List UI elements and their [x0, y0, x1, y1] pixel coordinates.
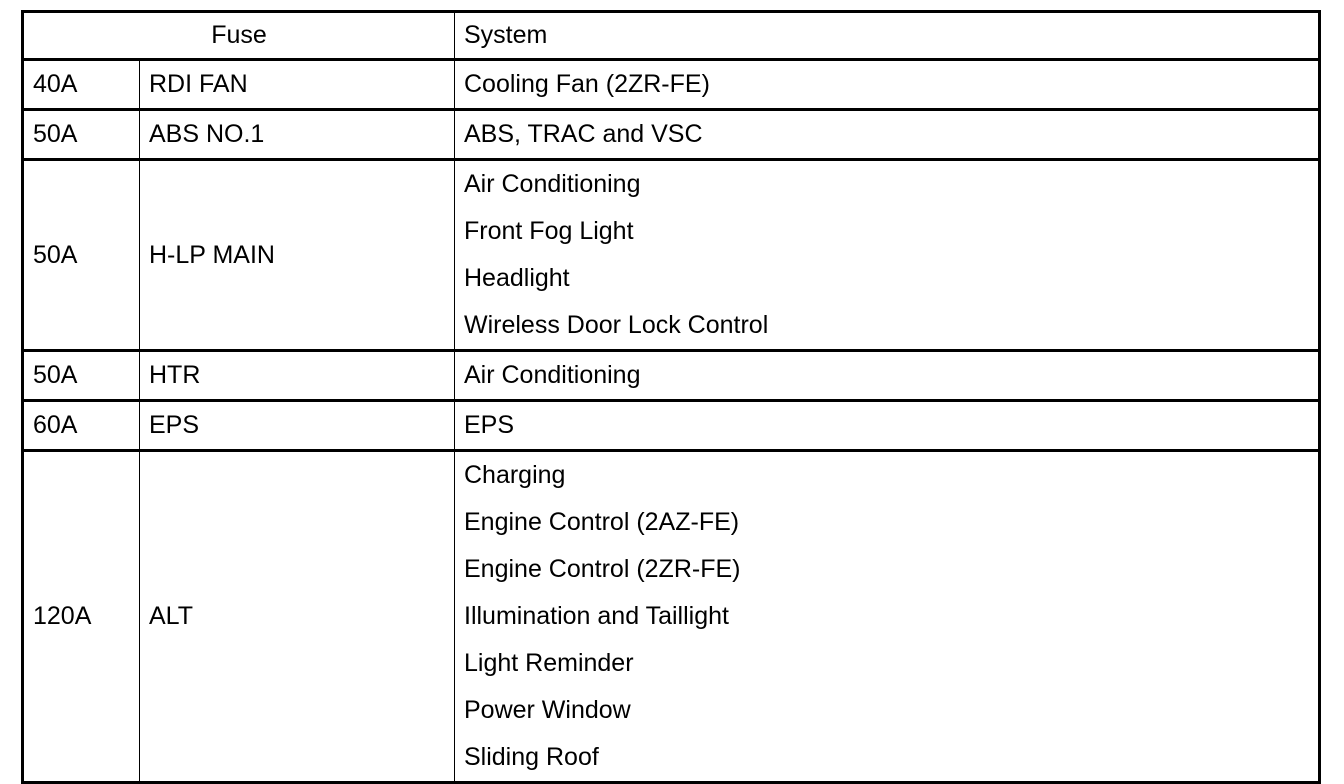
fuse-amperage-cell: 50A	[23, 351, 140, 401]
system-item: Wireless Door Lock Control	[464, 311, 769, 339]
fuse-amperage-cell: 50A	[23, 160, 140, 351]
table-row	[23, 351, 1320, 401]
table-body	[23, 60, 1320, 783]
system-item: Engine Control (2AZ-FE)	[464, 508, 740, 536]
header-row	[23, 12, 1320, 60]
fuse-amperage-cell: 120A	[23, 451, 140, 783]
fuse-name-cell: ALT	[140, 451, 455, 783]
system-cell	[455, 160, 1320, 351]
system-item: Air Conditioning	[464, 361, 641, 389]
system-item: Front Fog Light	[464, 217, 634, 245]
system-cell	[455, 401, 1320, 451]
system-item: Air Conditioning	[464, 170, 641, 198]
table-row	[23, 160, 1320, 351]
table-header	[23, 12, 1320, 60]
table-row	[23, 110, 1320, 160]
fuse-name-cell: ABS NO.1	[140, 110, 455, 160]
fuse-column-header: Fuse	[23, 12, 455, 60]
fuse-amperage-cell: 60A	[23, 401, 140, 451]
system-item: Light Reminder	[464, 649, 634, 677]
fuse-table	[21, 10, 1321, 784]
system-item: EPS	[464, 411, 515, 439]
system-item: ABS, TRAC and VSC	[464, 120, 703, 148]
system-cell	[455, 110, 1320, 160]
fuse-name-cell: H-LP MAIN	[140, 160, 455, 351]
fuse-amperage-cell: 50A	[23, 110, 140, 160]
system-column-header: System	[455, 12, 1320, 60]
table-row	[23, 451, 1320, 783]
fuse-name-cell: RDI FAN	[140, 60, 455, 110]
system-item: Cooling Fan (2ZR-FE)	[464, 70, 710, 98]
system-item: Power Window	[464, 696, 631, 724]
table-row	[23, 401, 1320, 451]
system-item: Sliding Roof	[464, 743, 599, 771]
system-cell	[455, 451, 1320, 783]
fuse-amperage-cell: 40A	[23, 60, 140, 110]
fuse-name-cell: HTR	[140, 351, 455, 401]
system-cell	[455, 351, 1320, 401]
system-cell	[455, 60, 1320, 110]
system-item: Illumination and Taillight	[464, 602, 729, 630]
system-item: Charging	[464, 461, 566, 489]
system-item: Engine Control (2ZR-FE)	[464, 555, 741, 583]
fuse-name-cell: EPS	[140, 401, 455, 451]
system-item: Headlight	[464, 264, 570, 292]
table-row	[23, 60, 1320, 110]
